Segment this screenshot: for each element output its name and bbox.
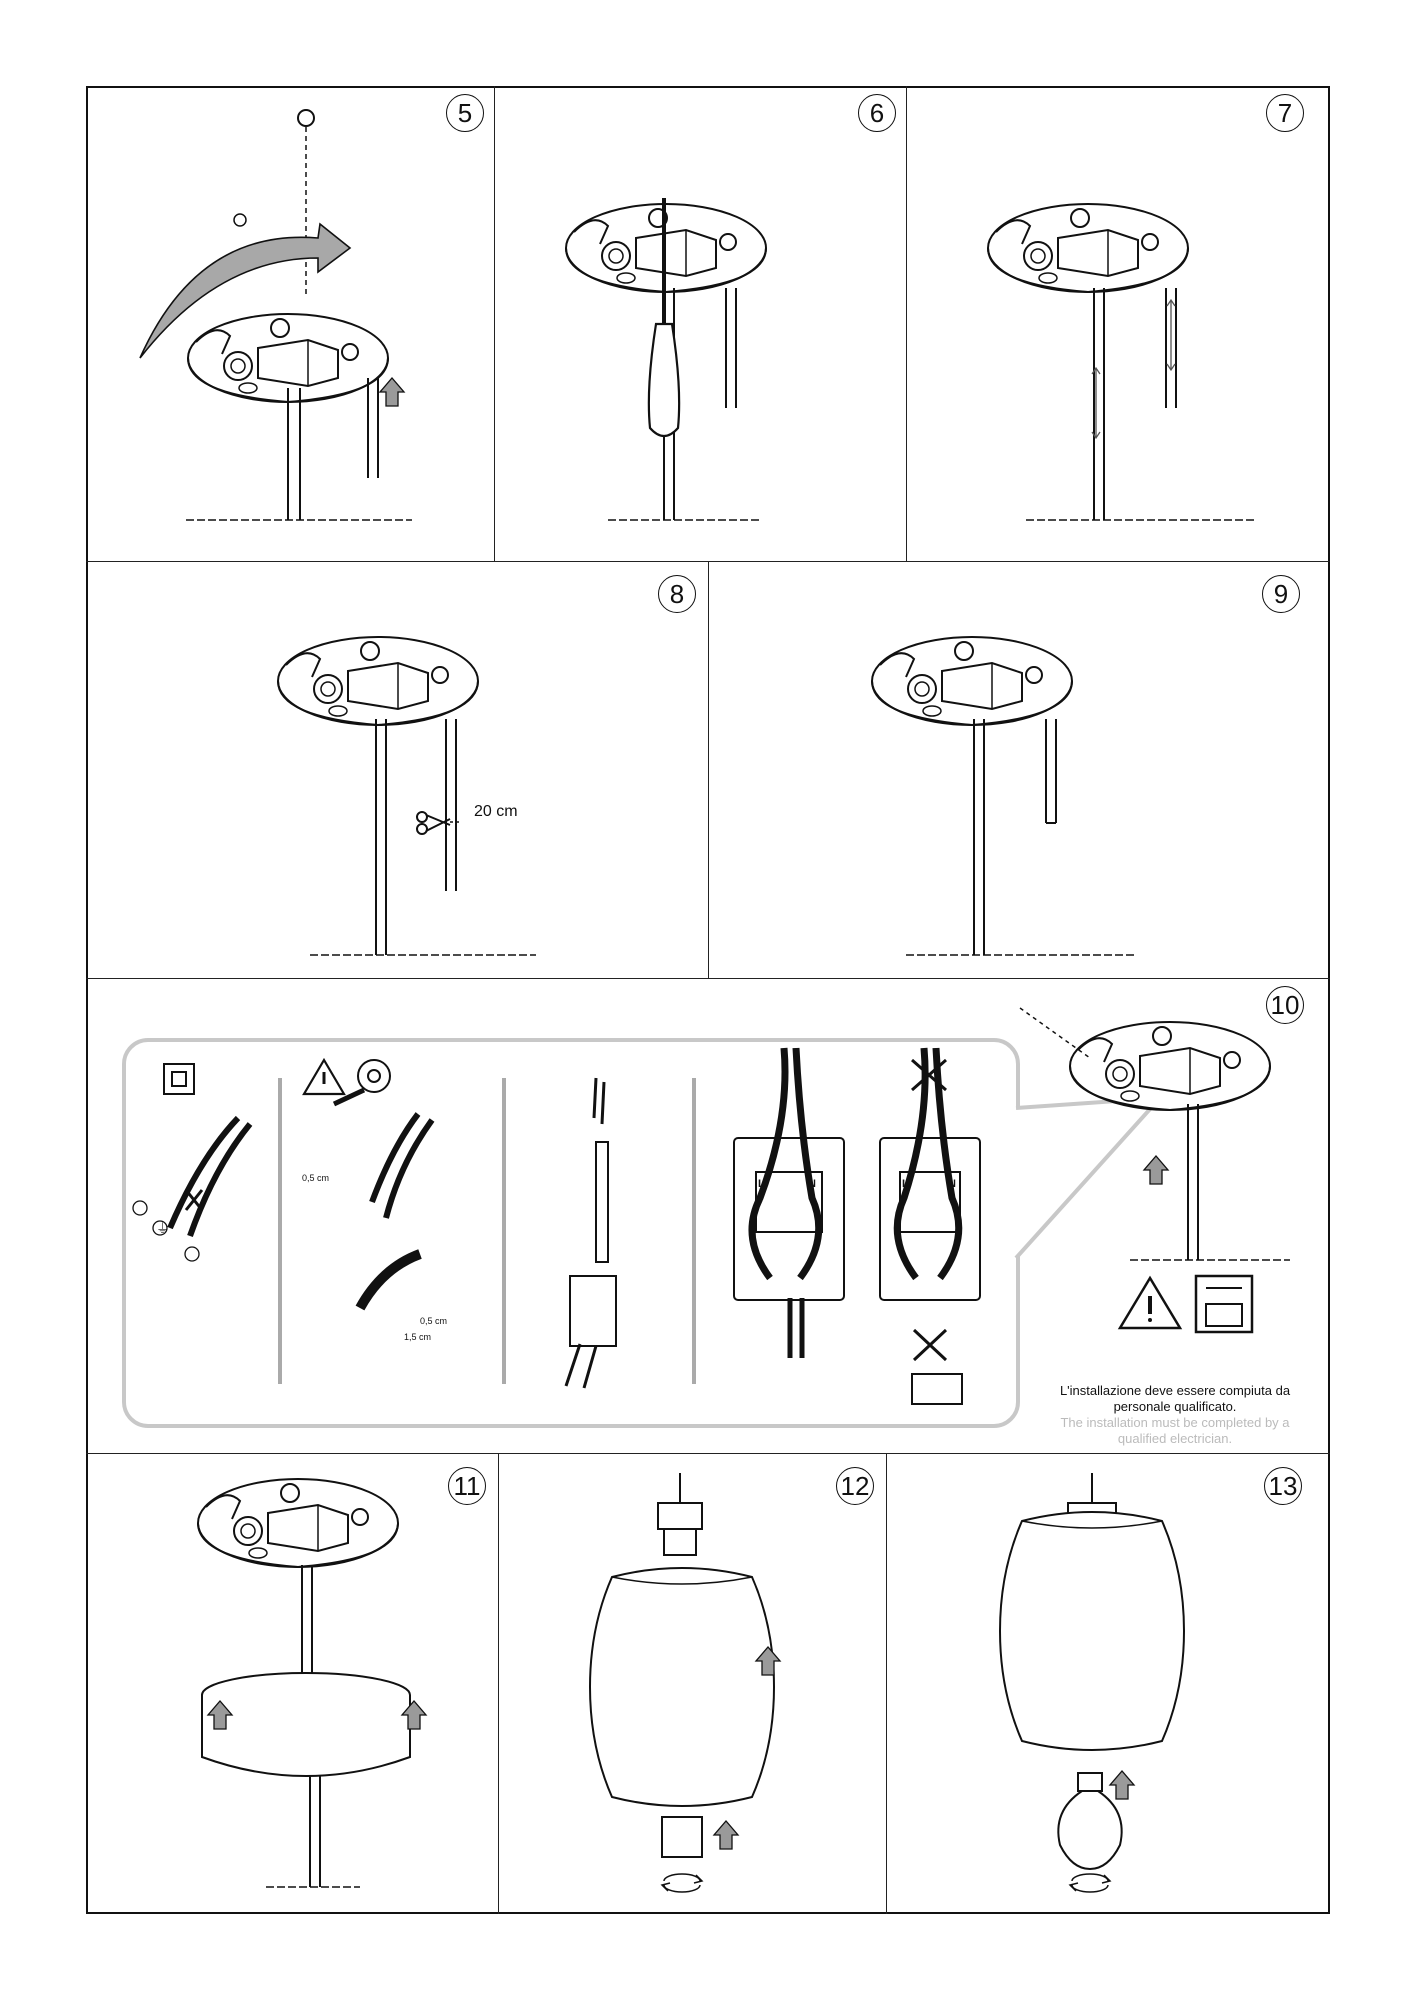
step-12-illustration: [500, 1455, 886, 1912]
step-9-panel: [710, 563, 1328, 978]
step-7-illustration: [908, 88, 1328, 561]
earth-symbol: ⏚: [156, 1221, 170, 1236]
rotate-icon: [662, 1874, 702, 1892]
step-13-illustration: [888, 1455, 1328, 1912]
step-11-illustration: [88, 1455, 498, 1912]
strip-b-label: 1,5 cm: [404, 1332, 432, 1342]
light-bulb-icon: [1058, 1773, 1121, 1869]
col-divider-r2: [708, 561, 709, 978]
glass-shade: [1000, 1512, 1184, 1750]
up-arrow-icon: [380, 378, 404, 406]
step-5-number: 5: [446, 94, 484, 132]
strip-short-label: 0,5 cm: [302, 1173, 330, 1183]
step-13-number: 13: [1264, 1467, 1302, 1505]
step-13-panel: [888, 1455, 1328, 1912]
strip-a-label: 0,5 cm: [420, 1316, 448, 1326]
step-7-number: 7: [1266, 94, 1304, 132]
col-divider-r1a: [494, 86, 495, 561]
step-6-number: 6: [858, 94, 896, 132]
installation-warning: [1040, 1383, 1310, 1447]
electrician-icon: [1196, 1276, 1252, 1332]
warning-text-en: The installation must be completed by a qualified electrician.: [1060, 1415, 1290, 1446]
step-8-illustration: [88, 563, 708, 978]
step-5-panel: [88, 88, 494, 561]
terminal-N-label: N: [808, 1178, 816, 1190]
terminal-L-label-2: L: [902, 1178, 909, 1190]
rotate-icon: [1070, 1874, 1110, 1892]
glass-shade: [590, 1568, 774, 1806]
step-12-panel: [500, 1455, 886, 1912]
terminal-L-label: L: [758, 1178, 765, 1190]
step-6-panel: [496, 88, 906, 561]
step-10-illustration: [0, 978, 1414, 1538]
step-5-illustration: [88, 88, 494, 561]
tape-icon: [334, 1060, 390, 1104]
terminal-block-correct: [734, 1048, 844, 1358]
warning-text-it: L'installazione deve essere compiuta da personale qualificato.: [1059, 1383, 1291, 1414]
step-12-number: 12: [836, 1467, 874, 1505]
cross-icon: [186, 1190, 202, 1210]
double-insulation-icon: [164, 1064, 194, 1094]
screwdriver-icon: [649, 324, 679, 436]
warning-icon: [304, 1060, 344, 1094]
step-11-panel: [88, 1455, 498, 1912]
step-7-panel: [908, 88, 1328, 561]
terminal-block-incorrect: [880, 1048, 980, 1404]
terminal-N-label-2: N: [948, 1178, 956, 1190]
cut-length-label: 20 cm: [474, 803, 518, 820]
col-divider-r1b: [906, 86, 907, 561]
step-10-number: 10: [1266, 986, 1304, 1024]
step-6-illustration: [496, 88, 906, 561]
step-11-number: 11: [448, 1467, 486, 1505]
step-8-number: 8: [658, 575, 696, 613]
step-9-illustration: [710, 563, 1328, 978]
warning-icon: [1120, 1278, 1180, 1328]
step-8-panel: [88, 563, 708, 978]
step-9-number: 9: [1262, 575, 1300, 613]
